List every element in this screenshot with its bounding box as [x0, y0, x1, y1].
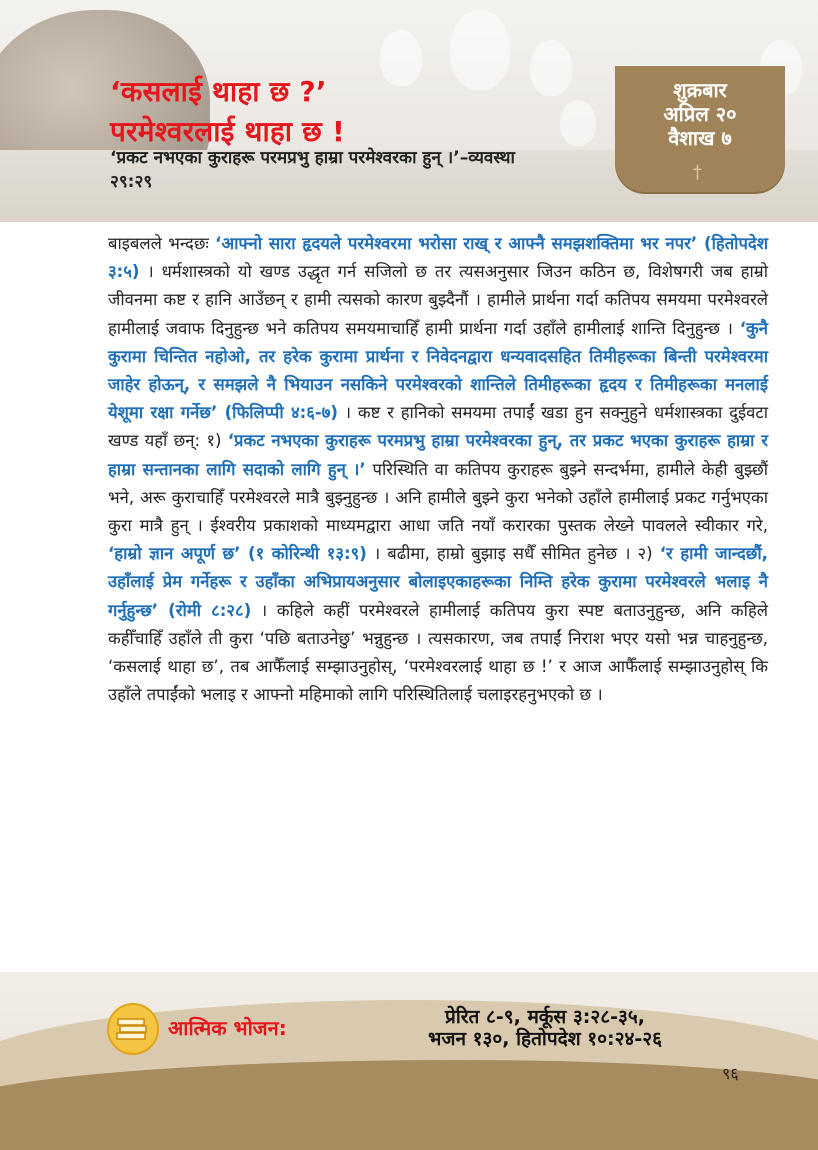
body-text: । कहिले कहीं परमेश्वरले हामीलाई कतिपय कुरा स्पष्ट बताउनुहुन्छ, अनि कहिले कहीँचाहिँ उहाँले ती कुरा ‘पछि बताउनेछु’ भन्नुहुन्छ । त्यसकारण, जब तपाईं निराश भएर यसो भन्न चाहनुहुन्छ, ‘कसलाई थाहा छ’, तब आफैँलाई सम्झाउनुहोस्, ‘परमेश्वरलाई थाहा छ !’ र आज आफैँलाई सम्झाउनुहोस् कि उहाँले तपाईंको भलाइ र आफ्नो महिमाको लागि परिस्थितिलाई चलाइरहनुभएको छ । [108, 600, 769, 705]
devotional-body [108, 230, 768, 709]
footer-wave [0, 1060, 818, 1150]
scripture-quote: ‘हाम्रो ज्ञान अपूर्ण छ’ (१ कोरिन्थी १३:९) [108, 544, 367, 564]
body-text: । कष्ट र हानिको समयमा तपाईं खडा हुन सक्नुहुने धर्मशास्त्रका दुईवटा खण्ड यहाँ छन्: १) [108, 403, 768, 451]
nepali-date: वैशाख ७ [668, 126, 732, 150]
scripture-quote: ‘प्रकट नभएका कुराहरू परमप्रभु हाम्रा परमेश्वरका हुन्, तर प्रकट भएका कुराहरू हाम्रा र हाम्रा सन्तानका लागि सदाको लागि हुन् ।’ [108, 431, 768, 479]
cross-icon: † [693, 162, 702, 183]
readings-line: भजन १३०, हितोपदेश १०:२४-२६ [427, 1028, 663, 1050]
page-title: ‘कसलाई थाहा छ ?’ [110, 75, 327, 108]
body-text: । बढीमा, हाम्रो बुझाइ सधैँ सीमित हुनेछ । २) [366, 544, 660, 564]
scripture-quote: ‘कुनै कुरामा चिन्तित नहोओ, तर हरेक कुरामा प्रार्थना र निवेदनद्वारा धन्यवादसहित तिमीहरूका बिन्ती परमेश्वरमा जाहेर होऊन्, र समझले नै भियाउन नसकिने परमेश्वरको शान्तिले तिमीहरूका हृदय र तिमीहरूका मनलाई येशूमा रक्षा गर्नेछ’ (फिलिप्पी ४:६-७) [108, 318, 768, 423]
page-number: ९६ [722, 1064, 739, 1083]
readings-line: प्रेरित ८-९, मर्कूस ३:२८-३५, [445, 1006, 645, 1028]
body-text: । धर्मशास्त्रको यो खण्ड उद्धृत गर्न सजिलो छ तर त्यसअनुसार जिउन कठिन छ, विशेषगरी जब हाम्रो जीवनमा कष्ट र हानि आउँछन् र हामी त्यसको कारण बुझ्दैनौं । हामीले प्रार्थना गर्दा कतिपय समयमा परमेश्वरले हामीलाई जवाफ दिनुहुन्छ भने कतिपय समयमाचाहिँ हामी प्रार्थना गर्दा उहाँले हामीलाई शान्ति दिनुहुन्छ । [108, 262, 768, 338]
tree-decoration [450, 10, 510, 90]
tree-decoration [380, 30, 422, 86]
body-text: परिस्थिति वा कतिपय कुराहरू बुझ्ने सन्दर्भमा, हामीले केही बुझ्छौं भने, अरू कुराचाहिँ परमेश्वरले मात्रै बुझ्नुहुन्छ । अनि हामीले बुझ्ने कुरा भनेको उहाँले हामीलाई प्रकट गर्नुभएका कुरा मात्रै हुन् । ईश्वरीय प्रकाशको माध्यमद्वारा आधा जति नयाँ करारका पुस्तक लेख्ने पावलले स्वीकार गरे, [108, 459, 769, 536]
books-icon [107, 1003, 159, 1055]
tree-decoration [560, 100, 596, 146]
page-title-line2: परमेश्वरलाई थाहा छ ! [110, 115, 345, 148]
key-verse: ‘प्रकट नभएका कुराहरू परमप्रभु हाम्रा परमेश्वरका हुन् ।’–व्यवस्था २९:२९ [110, 148, 515, 192]
scripture-quote: ‘र हामी जान्दछौं, उहाँलाई प्रेम गर्नेहरू र उहाँका अभिप्रायअनुसार बोलाइएकाहरूका निम्ति हरेक कुरामा परमेश्वरले भलाइ नै गर्नुहुन्छ’ (रोमी ८:२८) [108, 544, 768, 620]
date-tab [615, 66, 785, 192]
body-text: बाइबलले भन्दछः [108, 234, 216, 253]
daily-readings [385, 1006, 705, 1050]
spiritual-food-label: आत्मिक भोजन: [168, 1016, 287, 1040]
english-date: अप्रिल २० [663, 102, 737, 126]
tree-decoration [530, 40, 572, 96]
scripture-quote: ‘आफ्नो सारा हृदयले परमेश्वरमा भरोसा राख् र आफ्नै समझशक्तिमा भर नपर’ (हितोपदेश ३:५) [108, 234, 768, 282]
header-banner [0, 0, 818, 222]
day-label: शुक्रबार [673, 78, 727, 102]
